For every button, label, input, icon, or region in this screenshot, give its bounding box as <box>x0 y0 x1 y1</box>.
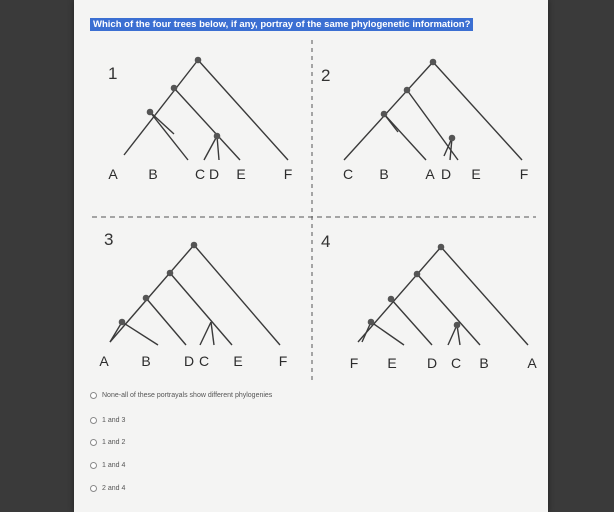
tree3-tip: A <box>99 353 109 369</box>
tree3-node <box>119 319 126 326</box>
tree3-branch <box>110 322 122 342</box>
tree3-branch <box>170 273 232 345</box>
radio-button[interactable] <box>90 462 97 469</box>
option-1-and-4[interactable] <box>90 462 125 469</box>
quiz-page <box>74 0 548 512</box>
tree4-tip: C <box>450 355 462 371</box>
tree2-branch <box>433 62 522 160</box>
radio-button[interactable] <box>90 417 97 424</box>
tree1-tip: F <box>283 166 293 182</box>
tree4-node <box>454 322 461 329</box>
radio-button[interactable] <box>90 439 97 446</box>
tree4-branch <box>391 299 432 345</box>
option-label: 1 and 4 <box>102 462 126 469</box>
tree1-branch <box>217 136 219 160</box>
tree2-branch <box>344 62 433 160</box>
tree4-node <box>388 296 395 303</box>
tree-number-2: 2 <box>321 66 331 85</box>
tree3-tip: E <box>233 353 243 369</box>
option-label: 1 and 3 <box>102 417 126 424</box>
tree3-tip: B <box>141 353 151 369</box>
tree2-branch <box>384 114 426 160</box>
tree4-tip: D <box>426 355 438 371</box>
tree2-tip: F <box>519 166 529 182</box>
option-1-and-2[interactable] <box>90 439 125 446</box>
tree4-tip: E <box>387 355 397 371</box>
tree3-branch <box>200 322 211 345</box>
option-label: None-all of these portrayals show different phylogenies <box>102 392 273 399</box>
tree3-node <box>143 295 150 302</box>
tree1-node <box>171 85 178 92</box>
tree4-node <box>368 319 375 326</box>
tree1-tip: D <box>208 166 220 182</box>
question-text: Which of the four trees below, if any, portray of the same phylogenetic information? <box>90 18 473 31</box>
tree1-branch <box>150 112 174 134</box>
tree4-node <box>438 244 445 251</box>
tree3-branch <box>122 322 158 345</box>
tree4-branch <box>358 247 441 342</box>
tree4-tip: F <box>349 355 359 371</box>
tree1-node <box>147 109 154 116</box>
tree3-branch <box>211 322 214 345</box>
tree2-tip: E <box>471 166 481 182</box>
trees-figure <box>74 0 548 512</box>
tree2-node <box>430 59 437 66</box>
tree3-tip: D <box>183 353 195 369</box>
radio-button[interactable] <box>90 485 97 492</box>
tree2-tip: B <box>379 166 389 182</box>
tree2-node <box>404 87 411 94</box>
tree2-tip: A <box>425 166 435 182</box>
tree1-branch <box>124 60 198 155</box>
tree3-node <box>191 242 198 249</box>
tree1-tip: A <box>108 166 118 182</box>
option-none[interactable] <box>90 392 272 399</box>
tree2-tip: C <box>342 166 354 182</box>
tree-number-4: 4 <box>321 232 331 251</box>
tree2-branch <box>384 114 398 132</box>
tree1-node <box>195 57 202 64</box>
tree4-tip: B <box>479 355 489 371</box>
tree2-tip: D <box>440 166 452 182</box>
tree2-node <box>449 135 456 142</box>
tree1-tip: B <box>148 166 158 182</box>
tree1-branch <box>150 112 188 160</box>
option-1-and-3[interactable] <box>90 417 125 424</box>
tree3-branch <box>146 298 186 345</box>
tree4-branch <box>371 322 404 345</box>
tree3-tip: C <box>198 353 210 369</box>
option-2-and-4[interactable] <box>90 485 125 492</box>
tree1-tip: C <box>194 166 206 182</box>
tree4-branch <box>417 274 480 345</box>
tree3-branch <box>110 245 194 342</box>
tree-number-3: 3 <box>104 230 114 249</box>
tree2-node <box>381 111 388 118</box>
tree1-tip: E <box>236 166 246 182</box>
tree1-branch <box>174 88 240 160</box>
tree3-tip: F <box>278 353 288 369</box>
tree1-branch <box>204 136 217 160</box>
tree1-node <box>214 133 221 140</box>
tree3-node <box>167 270 174 277</box>
option-label: 1 and 2 <box>102 439 126 446</box>
tree4-node <box>414 271 421 278</box>
tree4-tip: A <box>527 355 537 371</box>
tree-number-1: 1 <box>108 64 118 83</box>
option-label: 2 and 4 <box>102 485 126 492</box>
radio-button[interactable] <box>90 392 97 399</box>
